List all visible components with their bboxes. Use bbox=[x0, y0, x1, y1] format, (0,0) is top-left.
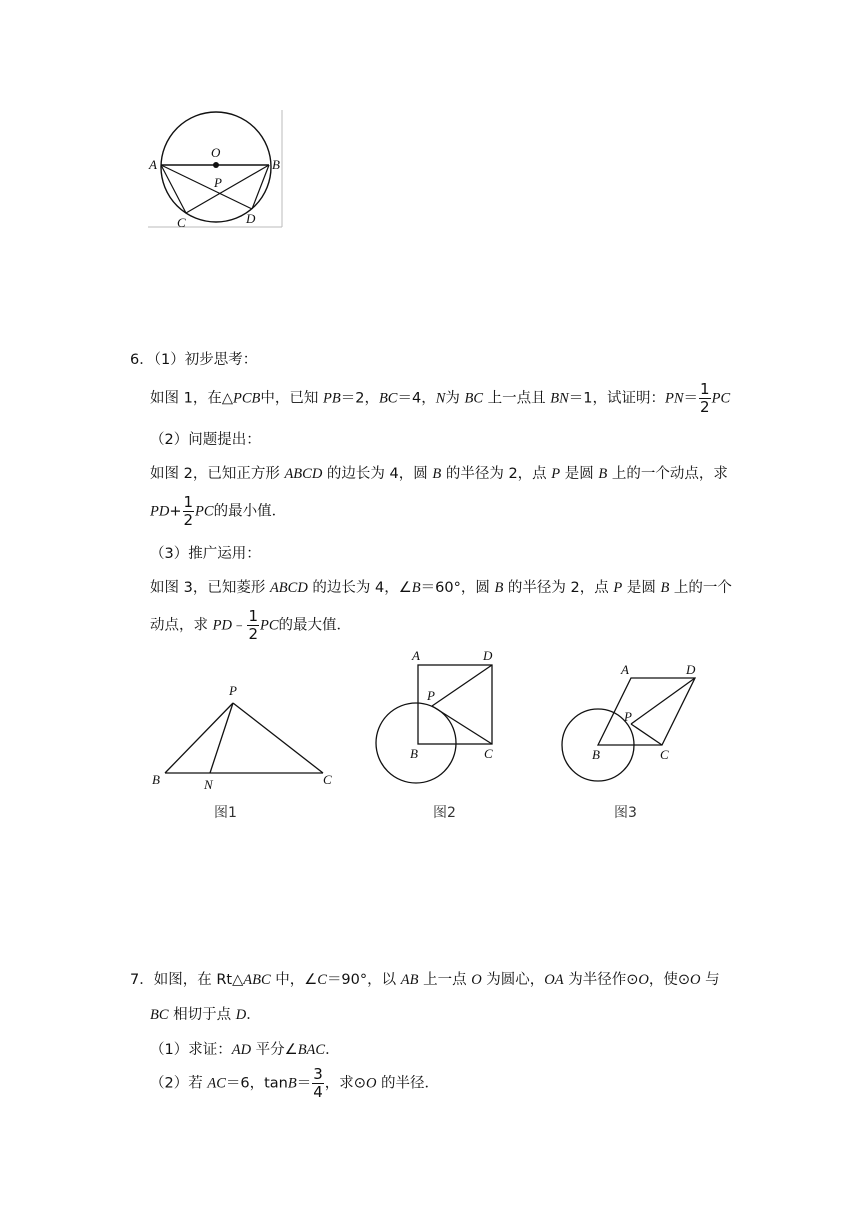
fig1-label-c: C bbox=[323, 772, 332, 787]
point-label-d: D bbox=[246, 211, 256, 226]
figure-3-caption: 图3 bbox=[614, 805, 637, 821]
q6-part2-title: （2）问题提出： bbox=[150, 432, 261, 448]
point-label-a: A bbox=[149, 157, 157, 172]
fig3-label-p: P bbox=[624, 709, 632, 724]
q6-part2-text: 如图 2，已知正方形 ABCD 的边长为 4，圆 B 的半径为 2，点 P 是圆 B 上的一个动点，求 bbox=[150, 466, 728, 482]
fig3-label-d: D bbox=[686, 662, 696, 677]
fig2-label-b: B bbox=[410, 746, 418, 761]
fig2-label-a: A bbox=[412, 648, 420, 663]
figure-1-triangle bbox=[140, 680, 350, 800]
point-label-c: C bbox=[177, 215, 186, 230]
figure-1-caption: 图1 bbox=[214, 805, 237, 821]
q6-number: 6． bbox=[130, 352, 154, 368]
q6-heading bbox=[130, 348, 257, 369]
q6-part1-title: （1）初步思考： bbox=[153, 352, 258, 368]
q7-number: 7． bbox=[130, 972, 154, 988]
fraction-one-half: $\frac{1}{2}$ bbox=[183, 493, 194, 529]
fig2-label-p: P bbox=[427, 688, 435, 703]
point-label-p: P bbox=[214, 175, 222, 190]
fig2-label-d: D bbox=[483, 648, 493, 663]
figure-3-rhombus bbox=[555, 655, 715, 785]
point-label-o: O bbox=[211, 145, 221, 160]
fig1-label-b: B bbox=[152, 772, 160, 787]
fig3-label-b: B bbox=[592, 747, 600, 762]
q7-text-line2: BC 相切于点 D． bbox=[150, 1007, 261, 1023]
fig2-label-c: C bbox=[484, 746, 493, 761]
q7-subquestion-1: （1）求证：AD 平分∠BAC． bbox=[150, 1042, 340, 1058]
figure-2-square bbox=[365, 645, 515, 790]
q6-part3-title: （3）推广运用： bbox=[150, 546, 261, 562]
fig1-label-n: N bbox=[204, 777, 213, 792]
q6-part1-text: 如图 1，在△PCB中，已知 PB＝2，BC＝4，N为 BC 上一点且 BN＝1，试证明：PN＝ $\frac{1}{2}$ PC bbox=[150, 380, 731, 416]
q6-part2-expression: PD+ $\frac{1}{2}$ PC的最小值． bbox=[150, 493, 287, 529]
fraction-one-half: $\frac{1}{2}$ bbox=[700, 380, 710, 416]
fraction-three-quarters: $\frac{3}{4}$ bbox=[313, 1065, 323, 1101]
q6-part3-text: 如图 3，已知菱形 ABCD 的边长为 4，∠B＝60°，圆 B 的半径为 2，点 P 是圆 B 上的一个 bbox=[150, 580, 732, 596]
circle-diameter-figure bbox=[140, 105, 290, 235]
fig1-label-p: P bbox=[229, 683, 237, 698]
fig3-label-a: A bbox=[621, 662, 629, 677]
figure-2-caption: 图2 bbox=[433, 805, 456, 821]
point-label-b: B bbox=[272, 157, 280, 172]
fig3-label-c: C bbox=[660, 747, 669, 762]
q6-part3-expression: 动点，求 PD﹣ $\frac{1}{2}$ PC的最大值． bbox=[150, 607, 352, 643]
fraction-one-half: $\frac{1}{2}$ bbox=[248, 607, 258, 643]
q7-subquestion-2: （2）若 AC＝6，tanB＝ $\frac{3}{4}$ ，求⊙O 的半径． bbox=[150, 1065, 440, 1101]
q7-text-line1: 7．如图，在 Rt△ABC 中，∠C＝90°，以 AB 上一点 O 为圆心，OA 为半径作⊙O，使⊙O 与 bbox=[130, 972, 720, 988]
